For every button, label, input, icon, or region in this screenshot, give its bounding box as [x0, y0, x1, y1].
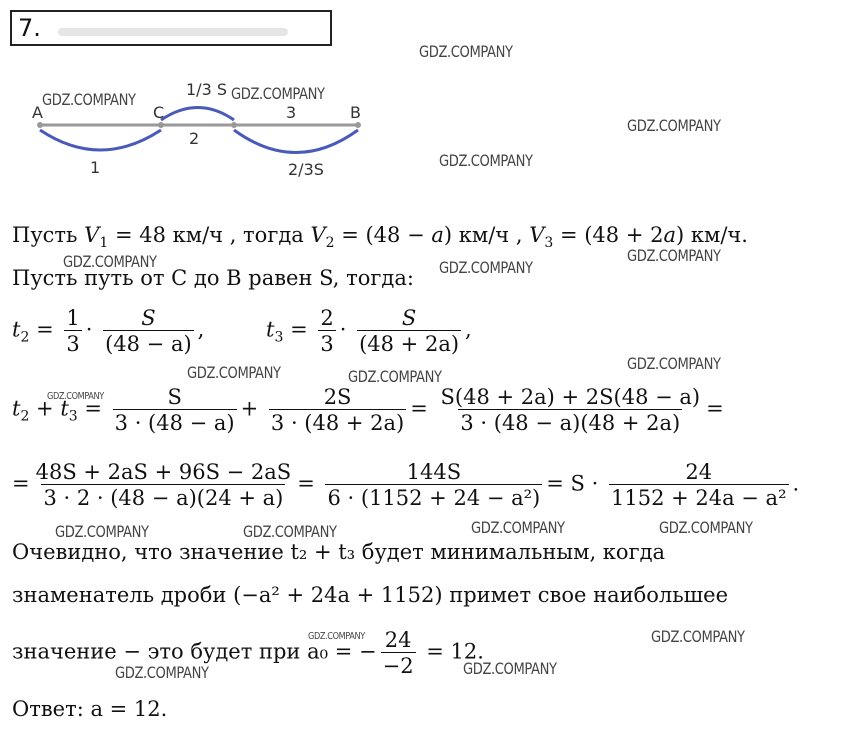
point-b: [355, 122, 361, 128]
paragraph-line-1: Очевидно, что значение t₂ + t₃ будет минимальным, когда: [12, 540, 666, 564]
sum-formula: $t_2 + t_3$ = $\frac{S}{3 \cdot (48 - a)}$ + $\frac{2S}{3 \cdot (48 + 2a)}$ = $\frac{S(48 + 2a) + 2S(48 - a)}{3 \cdot (48 - a)(48 + 2a)}$ =: [12, 385, 724, 435]
watermark: GDZ.COMPANY: [439, 258, 533, 277]
label-b: B: [350, 103, 361, 122]
label-c: C: [153, 103, 165, 122]
task-number: 7.: [18, 14, 41, 42]
watermark: GDZ.COMPANY: [187, 363, 281, 382]
point-a: [37, 122, 43, 128]
result-formula: = $\frac{48S + 2aS + 96S - 2aS}{3 \cdot 2 \cdot (48 - a)(24 + a)}$ = $\frac{144S}{\text{6 · (1152 + 24 − a²)}}$ = S · $\frac{24}{\text{1152 + 24a − a²}}$ .: [12, 460, 800, 510]
label-a: A: [32, 103, 43, 122]
arc-one-third: [161, 108, 234, 121]
watermark: GDZ.COMPANY: [63, 252, 157, 271]
watermark: GDZ.COMPANY: [627, 246, 721, 265]
watermark: GDZ.COMPANY: [55, 522, 149, 541]
point-mid: [231, 122, 237, 128]
t3-formula: $t_3$ = $\frac{2}{3}$ · $\frac{S}{(48 + 2a)}$ ,: [266, 306, 472, 356]
task-header-box: [10, 10, 332, 46]
watermark: GDZ.COMPANY: [627, 354, 721, 373]
watermark: GDZ.COMPANY: [308, 631, 365, 642]
watermark: GDZ.COMPANY: [651, 627, 745, 646]
watermark: GDZ.COMPANY: [42, 90, 136, 109]
blurred-title: [58, 28, 288, 36]
watermark: GDZ.COMPANY: [231, 84, 325, 103]
watermark: GDZ.COMPANY: [659, 518, 753, 537]
label-one-third: 1/3 S: [186, 80, 227, 99]
watermark: GDZ.COMPANY: [47, 391, 104, 402]
point-c: [158, 122, 164, 128]
watermark: GDZ.COMPANY: [348, 367, 442, 386]
paragraph-line-2: знаменатель дроби (−a² + 24a + 1152) примет свое наибольшее: [12, 583, 729, 607]
label-seg2: 2: [189, 129, 200, 148]
arc-two-thirds: [234, 130, 358, 153]
t2-formula: $t_2$ = $\frac{1}{3}$ · $\frac{S}{(48 - a)}$ ,: [12, 306, 205, 356]
watermark: GDZ.COMPANY: [419, 42, 513, 61]
label-seg1: 1: [90, 158, 101, 177]
watermark: GDZ.COMPANY: [115, 663, 209, 682]
paragraph-line-3: значение − это будет при a₀ = − $\frac{24}{-2}$ = 12.: [12, 628, 484, 678]
label-two-thirds: 2/3S: [288, 160, 324, 179]
path-statement: Пусть путь от C до B равен S, тогда:: [12, 266, 414, 290]
answer: Ответ: a = 12.: [12, 697, 168, 721]
watermark: GDZ.COMPANY: [471, 518, 565, 537]
label-seg3: 3: [286, 103, 297, 122]
watermark: GDZ.COMPANY: [627, 116, 721, 135]
watermark: GDZ.COMPANY: [463, 659, 557, 678]
arc-1: [40, 130, 161, 150]
watermark: GDZ.COMPANY: [439, 151, 533, 170]
watermark: GDZ.COMPANY: [243, 522, 337, 541]
velocity-line: Пусть $V_1 = 48$ км/ч , тогда $V_2 = (48 - a)$ км/ч , $V_3 = (48 + 2a)$ км/ч.: [12, 223, 748, 252]
